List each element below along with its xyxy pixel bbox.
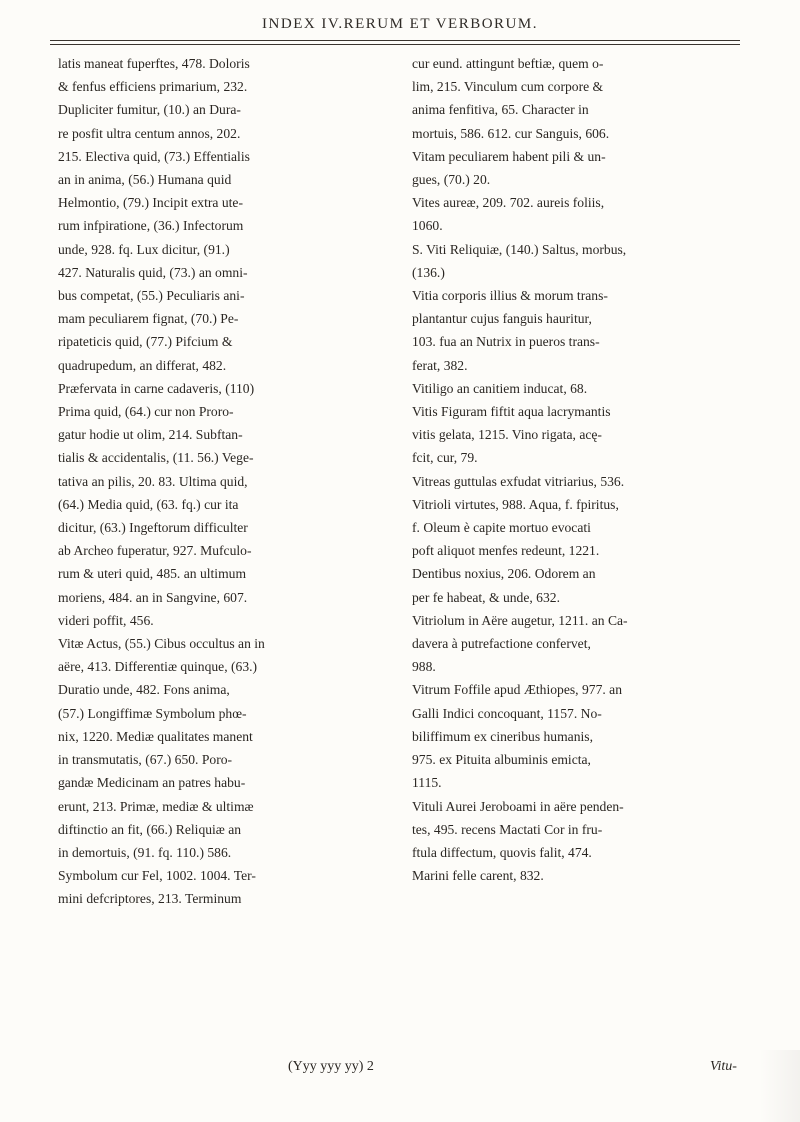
index-line: davera à putrefactione confervet, <box>412 636 591 652</box>
index-line: Vitam peculiarem habent pili & un- <box>412 148 606 164</box>
index-line: Marini felle carent, 832. <box>412 868 544 884</box>
index-line: ripateticis quid, (77.) Pifcium & <box>58 334 233 350</box>
index-line: biliffimum ex cineribus humanis, <box>412 728 593 744</box>
index-line: dicitur, (63.) Ingeftorum difficulter <box>58 520 248 536</box>
index-line: in transmutatis, (67.) 650. Poro- <box>58 752 233 768</box>
index-line: Vites aureæ, 209. 702. aureis foliis, <box>412 195 605 211</box>
index-line: cur eund. attingunt beftiæ, quem o- <box>412 56 604 71</box>
signature-mark: (Yyy yyy yy) 2 <box>288 1059 374 1074</box>
index-line: rum & uteri quid, 485. an ultimum <box>58 566 247 582</box>
index-line: Duratio unde, 482. Fons anima, <box>58 682 230 698</box>
index-line: re posfit ultra centum annos, 202. <box>58 125 241 141</box>
index-line: gandæ Medicinam an patres habu- <box>58 775 246 791</box>
index-line: Vitriolum in Aëre augetur, 1211. an Ca- <box>412 612 628 628</box>
index-line: videri poffit, 456. <box>58 612 154 628</box>
index-line: moriens, 484. an in Sangvine, 607. <box>58 589 248 605</box>
index-line: quadrupedum, an differat, 482. <box>58 357 227 373</box>
index-line: plantantur cujus fanguis hauritur, <box>412 311 592 327</box>
index-line: Vitreas guttulas exfudat vitriarius, 536. <box>412 473 625 489</box>
page-header: INDEX IV.RERUM ET VERBORUM. <box>262 16 538 32</box>
index-line: (57.) Longiffimæ Symbolum phœ- <box>58 705 247 721</box>
index-line: (64.) Media quid, (63. fq.) cur ita <box>58 496 239 512</box>
index-line: gatur hodie ut olim, 214. Subftan- <box>58 427 243 443</box>
index-line: an in anima, (56.) Humana quid <box>58 172 232 188</box>
index-line: mini defcriptores, 213. Terminum <box>58 891 242 907</box>
index-line: Vituli Aurei Jeroboami in aëre penden- <box>412 798 624 814</box>
index-line: Vitrioli virtutes, 988. Aqua, f. fpiritus, <box>412 496 619 512</box>
index-line: nix, 1220. Mediæ qualitates manent <box>58 728 253 744</box>
index-line: ferat, 382. <box>412 357 468 373</box>
index-line: gues, (70.) 20. <box>412 172 491 188</box>
index-line: diftinctio an fit, (66.) Reliquiæ an <box>58 821 242 837</box>
catchword: Vitu- <box>710 1059 737 1074</box>
index-line: anima fenfitiva, 65. Character in <box>412 102 589 118</box>
index-line: Vitia corporis illius & morum trans- <box>412 288 608 304</box>
index-line: per fe habeat, & unde, 632. <box>412 589 560 605</box>
left-column <box>58 52 388 911</box>
index-line: tialis & accidentalis, (11. 56.) Vege- <box>58 450 254 466</box>
index-line: Dentibus noxius, 206. Odorem an <box>412 566 596 582</box>
index-line: erunt, 213. Primæ, mediæ & ultimæ <box>58 798 254 814</box>
index-line: mortuis, 586. 612. cur Sanguis, 606. <box>412 125 610 141</box>
index-line: mam peculiarem fignat, (70.) Pe- <box>58 311 239 327</box>
index-line: 1115. <box>412 775 442 791</box>
index-line: rum infpiratione, (36.) Infectorum <box>58 218 244 234</box>
index-line: Vitæ Actus, (55.) Cibus occultus an in <box>58 636 265 652</box>
index-line: 975. ex Pituita albuminis emicta, <box>412 752 591 768</box>
index-line: Prima quid, (64.) cur non Proro- <box>58 404 234 420</box>
header-rule-thick <box>50 40 740 41</box>
index-line: (136.) <box>412 264 445 280</box>
index-line: 103. fua an Nutrix in pueros trans- <box>412 334 600 350</box>
index-line: f. Oleum è capite mortuo evocati <box>412 520 591 536</box>
index-line: ftula diffectum, quovis falit, 474. <box>412 844 592 860</box>
index-line: bus competat, (55.) Peculiaris ani- <box>58 288 245 304</box>
index-line: Dupliciter fumitur, (10.) an Dura- <box>58 102 241 118</box>
index-line: aëre, 413. Differentiæ quinque, (63.) <box>58 659 258 675</box>
index-line: 427. Naturalis quid, (73.) an omni- <box>58 264 248 280</box>
index-line: poft aliquot menfes redeunt, 1221. <box>412 543 600 559</box>
page-edge-shadow <box>760 1050 800 1122</box>
index-line: unde, 928. fq. Lux dicitur, (91.) <box>58 241 230 257</box>
index-line: tes, 495. recens Mactati Cor in fru- <box>412 821 603 837</box>
index-line: Vitiligo an canitiem inducat, 68. <box>412 380 588 396</box>
index-line: tativa an pilis, 20. 83. Ultima quid, <box>58 473 248 489</box>
index-line: S. Viti Reliquiæ, (140.) Saltus, morbus, <box>412 241 627 257</box>
header-rule-thin <box>50 44 740 45</box>
index-line: latis maneat fuperftes, 478. Doloris <box>58 56 250 71</box>
index-line: 215. Electiva quid, (73.) Effentialis <box>58 148 250 164</box>
index-line: & fenfus efficiens primarium, 232. <box>58 79 248 95</box>
index-line: Præfervata in carne cadaveris, (110) <box>58 380 255 396</box>
index-line: Vitrum Foffile apud Æthiopes, 977. an <box>412 682 622 698</box>
right-column <box>412 52 752 887</box>
index-line: Symbolum cur Fel, 1002. 1004. Ter- <box>58 868 256 884</box>
index-line: ab Archeo fuperatur, 927. Mufculo- <box>58 543 252 559</box>
index-line: fcit, cur, 79. <box>412 450 478 466</box>
index-line: 988. <box>412 659 436 675</box>
index-line: Galli Indici concoquant, 1157. No- <box>412 705 602 721</box>
index-line: in demortuis, (91. fq. 110.) 586. <box>58 844 232 860</box>
index-line: lim, 215. Vinculum cum corpore & <box>412 79 604 95</box>
index-line: vitis gelata, 1215. Vino rigata, acę- <box>412 427 602 443</box>
index-line: Vitis Figuram fiftit aqua lacrymantis <box>412 404 611 420</box>
index-line: Helmontio, (79.) Incipit extra ute- <box>58 195 243 211</box>
index-line: 1060. <box>412 218 443 234</box>
